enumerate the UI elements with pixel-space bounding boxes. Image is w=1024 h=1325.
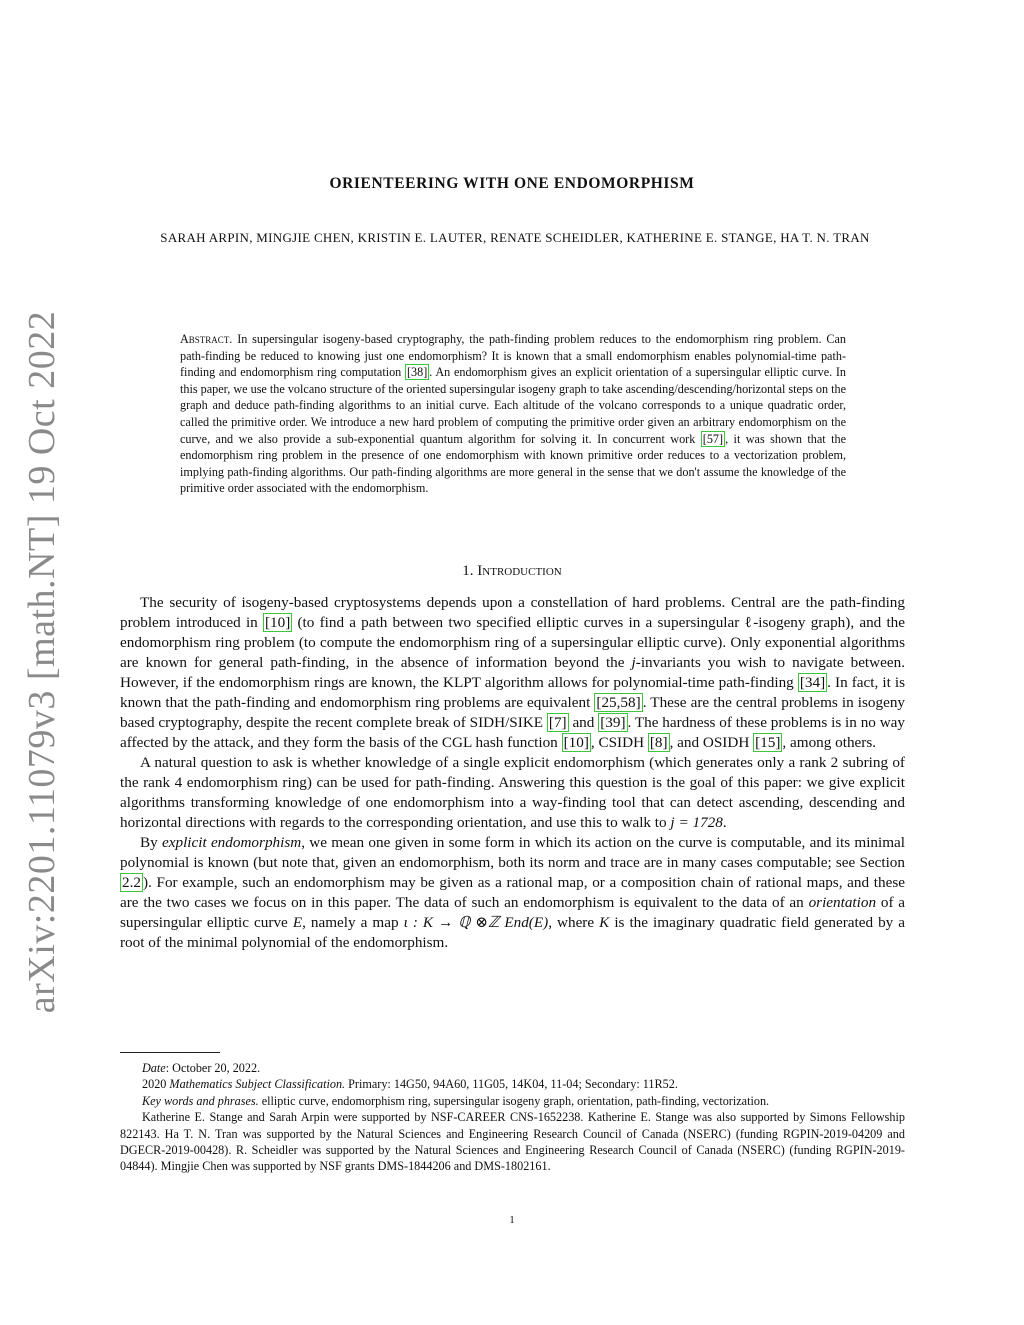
paragraph-2 [120,753,905,833]
footnotes [120,1060,905,1175]
text-run: , and OSIDH [669,734,750,751]
text-run: ). For example, such an endomorphism may be given as a rational map, or a composition chain of rational maps, and these are the two cases we focus on in this paper. The data of such an endomorphism is equivalent to the data of an [120,874,905,911]
text-run: The security of isogeny-based cryptosystems depends upon a constellation of hard problems. Central are the path-finding problem introduced in [120,594,905,631]
footnote-value: elliptic curve, endomorphism ring, supersingular isogeny graph, orientation, path-finding, vectorization. [261,1093,770,1108]
citation-link[interactable]: [34] [799,674,826,691]
section-title: Introduction [477,563,562,579]
section-reference-link[interactable]: 2.2 [122,874,141,891]
math-expression: ι : K → ℚ ⊗ℤ End(E) [403,914,549,931]
text-run: , namely a map [302,914,399,931]
text-run: . The hardness of these problems is in no way affected by the attack, and they form the basis of the CGL hash function [120,714,906,751]
text-run: and [572,714,595,731]
citation-link[interactable]: [38] [406,365,428,380]
footnote-keywords [120,1093,905,1109]
text-run: By [140,834,158,851]
abstract-text-3: , it was shown that the endomorphism ring problem in the presence of one endomorphism with known primitive order reduces to a vectorization problem, implying path-finding algorithms. Our path-finding algorithms are more general in the sense that we don't assume the knowledge of the primitive order associated with the endomorphism. [180,431,846,496]
math-expression: j = 1728 [670,814,723,831]
footnote-value: : October 20, 2022. [165,1061,261,1075]
arxiv-identifier-stamp: arXiv:2201.11079v3 [math.NT] 19 Oct 2022 [21,310,63,1014]
footnote-date [120,1060,905,1076]
text-run: of a supersingular elliptic curve [120,894,906,931]
citation-link[interactable]: [7] [548,714,567,731]
emphasis: explicit endomorphism [162,834,302,851]
footnote-msc [120,1076,905,1092]
math-symbol: K [599,914,610,931]
text-run: . In fact, it is known that the path-finding and endomorphism ring problems are equivalent [120,674,906,711]
math-symbol: j [631,654,636,671]
citation-link[interactable]: [25,58] [596,694,641,711]
citation-link[interactable]: [8] [649,734,668,751]
citation-link[interactable]: [10] [563,734,589,751]
abstract-label: Abstract. [180,332,233,346]
text-run: , among others. [782,734,877,751]
text-run: , we mean one given in some form in which its action on the curve is computable, and its minimal polynomial is known (but note that, given an endomorphism, both its norm and trace are in many cases computable; see Section [120,834,906,871]
math-symbol: E [292,914,303,931]
text-run: . [722,814,727,831]
abstract-text-1: In supersingular isogeny-based cryptography, the path-finding problem reduces to the endomorphism ring problem. Can path-finding be reduced to knowing just one endomorphism? It is known that a small endomorphism enables polynomial-time path-finding and endomorphism ring computation [180,332,847,380]
citation-link[interactable]: [57] [702,431,724,446]
abstract-text-2: . An endomorphism gives an explicit orientation of a supersingular elliptic curve. In this paper, we use the volcano structure of the oriented supersingular isogeny graph to take ascending/descending/horizontal steps on the graph and deduce path-finding algorithms to an initial curve. Each altitude of the volcano corresponds to a unique quadratic order, called the primitive order. We introduce a new hard problem of computing the primitive order given an arbitrary endomorphism on the curve, and we also provide a sub-exponential quantum algorithm for solving it. In concurrent work [180,365,846,446]
text-run: , where [548,914,595,931]
footnote-funding: Katherine E. Stange and Sarah Arpin were supported by NSF-CAREER CNS-1652238. Katherine E. Stange was also supported by Simons Fellowship 822143. Ha T. N. Tran was supported by the Natural Sciences and Engineering Research Council of Canada (NSERC) (funding RGPIN-2019-04209 and DGECR-2019-00428). R. Scheidler was supported by the Natural Sciences and Engineering Research Council of Canada (NSERC) (funding RGPIN-2019-04844). Mingjie Chen was supported by NSF grants DMS-1844206 and DMS-1802161. [120,1110,905,1174]
text-run: (to find a path between two specified elliptic curves in a supersingular ℓ-isogeny graph), and the endomorphism ring problem (to compute the endomorphism ring of a supersingular elliptic curve). Only exponential algorithms are known for general path-finding, in the absence of information beyond the [120,614,906,671]
text-run: A natural question to ask is whether knowledge of a single explicit endomorphism (which generates only a rank 2 subring of the rank 4 endomorphism ring) can be used for path-finding. Answering this question is the goal of this paper: we give explicit algorithms transforming knowledge of one endomorphism into a way-finding tool that can detect ascending, descending and horizontal directions with regards to the corresponding orientation, and use this to walk to [120,754,905,831]
footnote-label: Mathematics Subject Classification. [169,1077,346,1092]
body-text [120,593,905,953]
section-heading [0,563,1024,580]
footnote-year: 2020 [142,1077,167,1092]
citation-link[interactable]: [15] [755,734,781,751]
citation-link[interactable]: [10] [264,614,291,631]
citation-link[interactable]: [39] [600,714,626,731]
text-run: . These are the central problems in isogeny based cryptography, despite the recent complete break of SIDH/SIKE [120,694,906,731]
section-number: 1. [462,563,474,579]
paragraph-3 [120,833,905,953]
text-run: is the imaginary quadratic field generated by a root of the minimal polynomial of the endomorphism. [120,914,906,951]
text-run: -invariants you wish to navigate between. However, if the endomorphism rings are known, the KLPT algorithm allows for polynomial-time path-finding [120,654,905,691]
paragraph-1 [120,593,905,753]
footnote-label: Date [142,1061,166,1075]
footnote-label: Key words and phrases. [142,1093,259,1108]
author-list: SARAH ARPIN, MINGJIE CHEN, KRISTIN E. LAUTER, RENATE SCHEIDLER, KATHERINE E. STANGE, HA T. N. TRAN [160,230,870,245]
emphasis: orientation [808,894,877,911]
paper-title: ORIENTEERING WITH ONE ENDOMORPHISM [329,175,695,192]
page-number: 1 [509,1214,515,1226]
footnote-value: Primary: 14G50, 94A60, 11G05, 14K04, 11-04; Secondary: 11R52. [348,1077,678,1092]
text-run: , CSIDH [590,734,645,751]
abstract [180,331,846,497]
footnote-separator [120,1052,220,1053]
